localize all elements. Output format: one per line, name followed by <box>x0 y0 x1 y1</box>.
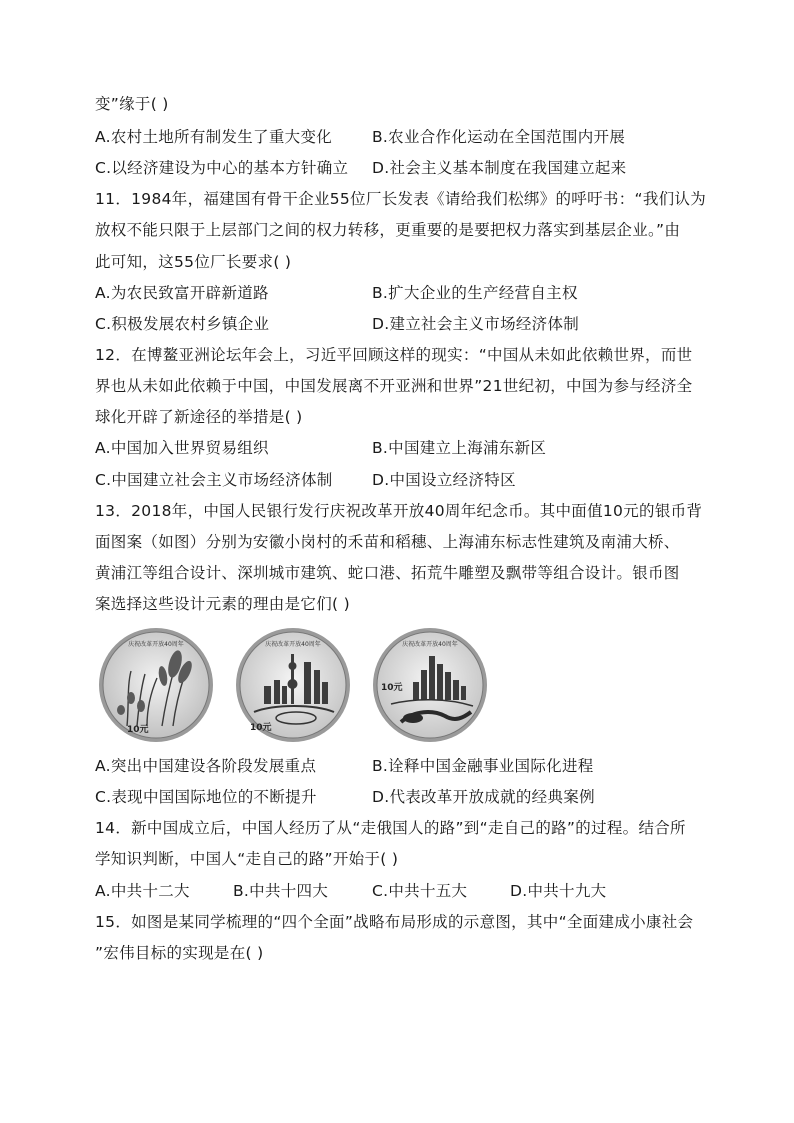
q13-stem-line-2: 面图案（如图）分别为安徽小岗村的禾苗和稻穗、上海浦东标志性建筑及南浦大桥、 <box>95 533 680 551</box>
q12-option-a[interactable]: A.中国加入世界贸易组织 <box>95 439 269 457</box>
q12-option-b[interactable]: B.中国建立上海浦东新区 <box>372 439 547 457</box>
q10-option-a[interactable]: A.农村土地所有制发生了重大变化 <box>95 128 333 146</box>
coin-1-value: 10元 <box>127 725 149 735</box>
q13-option-b[interactable]: B.诠释中国金融事业国际化进程 <box>372 757 594 775</box>
q13-stem-line-3: 黄浦江等组合设计、深圳城市建筑、蛇口港、拓荒牛雕塑及飘带等组合设计。银币图 <box>95 564 680 582</box>
q12-option-d[interactable]: D.中国设立经济特区 <box>372 471 516 489</box>
q15-stem-line-2: ”宏伟目标的实现是在( ) <box>95 944 264 962</box>
coin-3-value: 10元 <box>381 683 403 693</box>
coin-shenzhen-skyline <box>371 626 489 744</box>
q15-stem-line-1: 15．如图是某同学梳理的“四个全面”战略布局形成的示意图，其中“全面建成小康社会 <box>95 913 694 931</box>
q14-option-a[interactable]: A.中共十二大 <box>95 882 190 900</box>
q11-option-c[interactable]: C.积极发展农村乡镇企业 <box>95 315 270 333</box>
q14-option-d[interactable]: D.中共十九大 <box>510 882 607 900</box>
q13-stem-line-1: 13．2018年，中国人民银行发行庆祝改革开放40周年纪念币。其中面值10元的银币背 <box>95 502 703 520</box>
q10-option-c[interactable]: C.以经济建设为中心的基本方针确立 <box>95 159 349 177</box>
q12-option-c[interactable]: C.中国建立社会主义市场经济体制 <box>95 471 333 489</box>
q13-option-d[interactable]: D.代表改革开放成就的经典案例 <box>372 788 595 806</box>
coin-pudong-skyline <box>234 626 352 744</box>
q11-option-b[interactable]: B.扩大企业的生产经营自主权 <box>372 284 578 302</box>
q12-stem-line-1: 12．在博鳌亚洲论坛年会上，习近平回顾这样的现实：“中国从未如此依赖世界，而世 <box>95 346 693 364</box>
q13-option-c[interactable]: C.表现中国国际地位的不断提升 <box>95 788 317 806</box>
coin-1-inscription: 庆祝改革开放40周年 <box>128 641 184 648</box>
q14-stem-line-1: 14．新中国成立后，中国人经历了从“走俄国人的路”到“走自己的路”的过程。结合所 <box>95 819 686 837</box>
q12-stem-line-3: 球化开辟了新途径的举措是( ) <box>95 408 303 426</box>
coin-2-value: 10元 <box>250 723 272 733</box>
q11-option-a[interactable]: A.为农民致富开辟新道路 <box>95 284 269 302</box>
q11-stem-line-1: 11．1984年，福建国有骨干企业55位厂长发表《请给我们松绑》的呼吁书：“我们认为 <box>95 190 707 208</box>
coin-3-inscription: 庆祝改革开放40周年 <box>402 641 458 648</box>
coin-2-inscription: 庆祝改革开放40周年 <box>265 641 321 648</box>
q11-option-d[interactable]: D.建立社会主义市场经济体制 <box>372 315 580 333</box>
coin-xiaogang-rice <box>97 626 215 744</box>
q14-option-c[interactable]: C.中共十五大 <box>372 882 468 900</box>
q14-stem-line-2: 学知识判断，中国人“走自己的路”开始于( ) <box>95 850 399 868</box>
q10-stem-tail: 变”缘于( ) <box>95 95 169 113</box>
q13-option-a[interactable]: A.突出中国建设各阶段发展重点 <box>95 757 317 775</box>
commemorative-coins-figure <box>97 626 517 746</box>
q12-stem-line-2: 界也从未如此依赖于中国，中国发展离不开亚洲和世界”21世纪初，中国为参与经济全 <box>95 377 693 395</box>
q14-option-b[interactable]: B.中共十四大 <box>233 882 329 900</box>
q11-stem-line-3: 此可知，这55位厂长要求( ) <box>95 253 292 271</box>
q10-option-d[interactable]: D.社会主义基本制度在我国建立起来 <box>372 159 627 177</box>
q10-option-b[interactable]: B.农业合作化运动在全国范围内开展 <box>372 128 626 146</box>
q11-stem-line-2: 放权不能只限于上层部门之间的权力转移，更重要的是要把权力落实到基层企业。”由 <box>95 221 681 239</box>
q13-stem-line-4: 案选择这些设计元素的理由是它们( ) <box>95 595 350 613</box>
